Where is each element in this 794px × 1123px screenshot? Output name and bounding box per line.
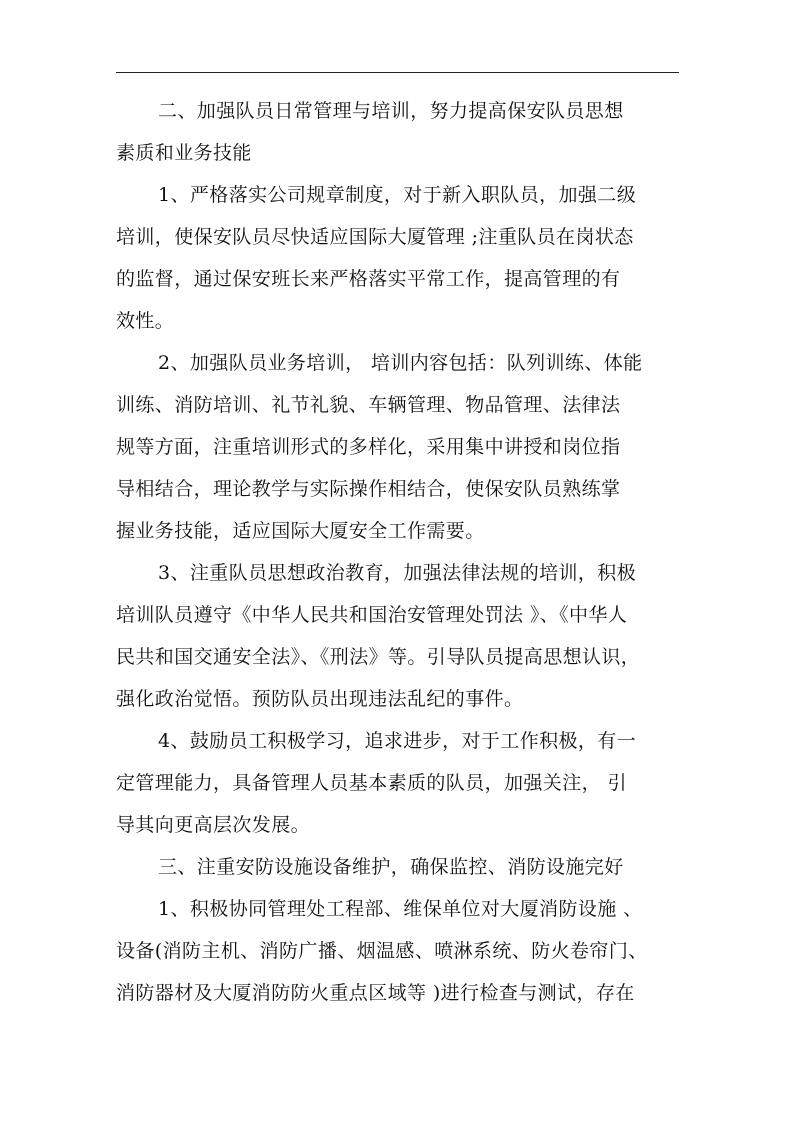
paragraph-1-line-3: 的监督，通过保安班长来严格落实平常工作，提高管理的有	[116, 268, 621, 290]
paragraph-3-line-1: 3、注重队员思想政治教育，加强法律法规的培训，积极	[158, 562, 637, 584]
paragraph-2-line-2: 训练、消防培训、礼节礼貌、车辆管理、物品管理、法律法	[116, 394, 621, 416]
paragraph-4-line-1: 4、鼓励员工积极学习，追求进步，对于工作积极，有一	[158, 730, 637, 752]
header-rule	[116, 72, 679, 73]
paragraph-5-line-2: 设备(消防主机、消防广播、烟温感、喷淋系统、防火卷帘门、	[116, 940, 648, 962]
section-2-heading-line-2: 素质和业务技能	[116, 142, 252, 164]
paragraph-2-line-4: 导相结合，理论教学与实际操作相结合，使保安队员熟练掌	[116, 478, 621, 500]
paragraph-3-line-2: 培训队员遵守《中华人民共和国治安管理处罚法 》、《中华人	[116, 604, 628, 626]
paragraph-2-line-3: 规等方面，注重培训形式的多样化，采用集中讲授和岗位指	[116, 436, 621, 458]
paragraph-5-line-3: 消防器材及大厦消防防火重点区域等 )进行检查与测试，存在	[116, 982, 635, 1004]
paragraph-4-line-3: 导其向更高层次发展。	[116, 814, 311, 836]
paragraph-2-line-1: 2、加强队员业务培训， 培训内容包括：队列训练、体能	[158, 352, 643, 374]
section-2-heading-line-1: 二、加强队员日常管理与培训，努力提高保安队员思想	[158, 100, 624, 122]
paragraph-3-line-3: 民共和国交通安全法》、《刑法》等。引导队员提高思想认识，	[116, 646, 641, 668]
section-3-heading: 三、注重安防设施设备维护，确保监控、消防设施完好	[158, 856, 624, 878]
paragraph-1-line-4: 效性。	[116, 310, 175, 332]
paragraph-3-line-4: 强化政治觉悟。预防队员出现违法乱纪的事件。	[116, 688, 524, 710]
paragraph-5-line-1: 1、积极协同管理处工程部、维保单位对大厦消防设施 、	[158, 898, 643, 920]
paragraph-2-line-5: 握业务技能，适应国际大厦安全工作需要。	[116, 520, 485, 542]
paragraph-1-line-2: 培训，使保安队员尽快适应国际大厦管理 ;注重队员在岗状态	[116, 226, 634, 248]
paragraph-4-line-2: 定管理能力，具备管理人员基本素质的队员，加强关注， 引	[116, 772, 627, 794]
paragraph-1-line-1: 1、严格落实公司规章制度，对于新入职队员，加强二级	[158, 184, 637, 206]
